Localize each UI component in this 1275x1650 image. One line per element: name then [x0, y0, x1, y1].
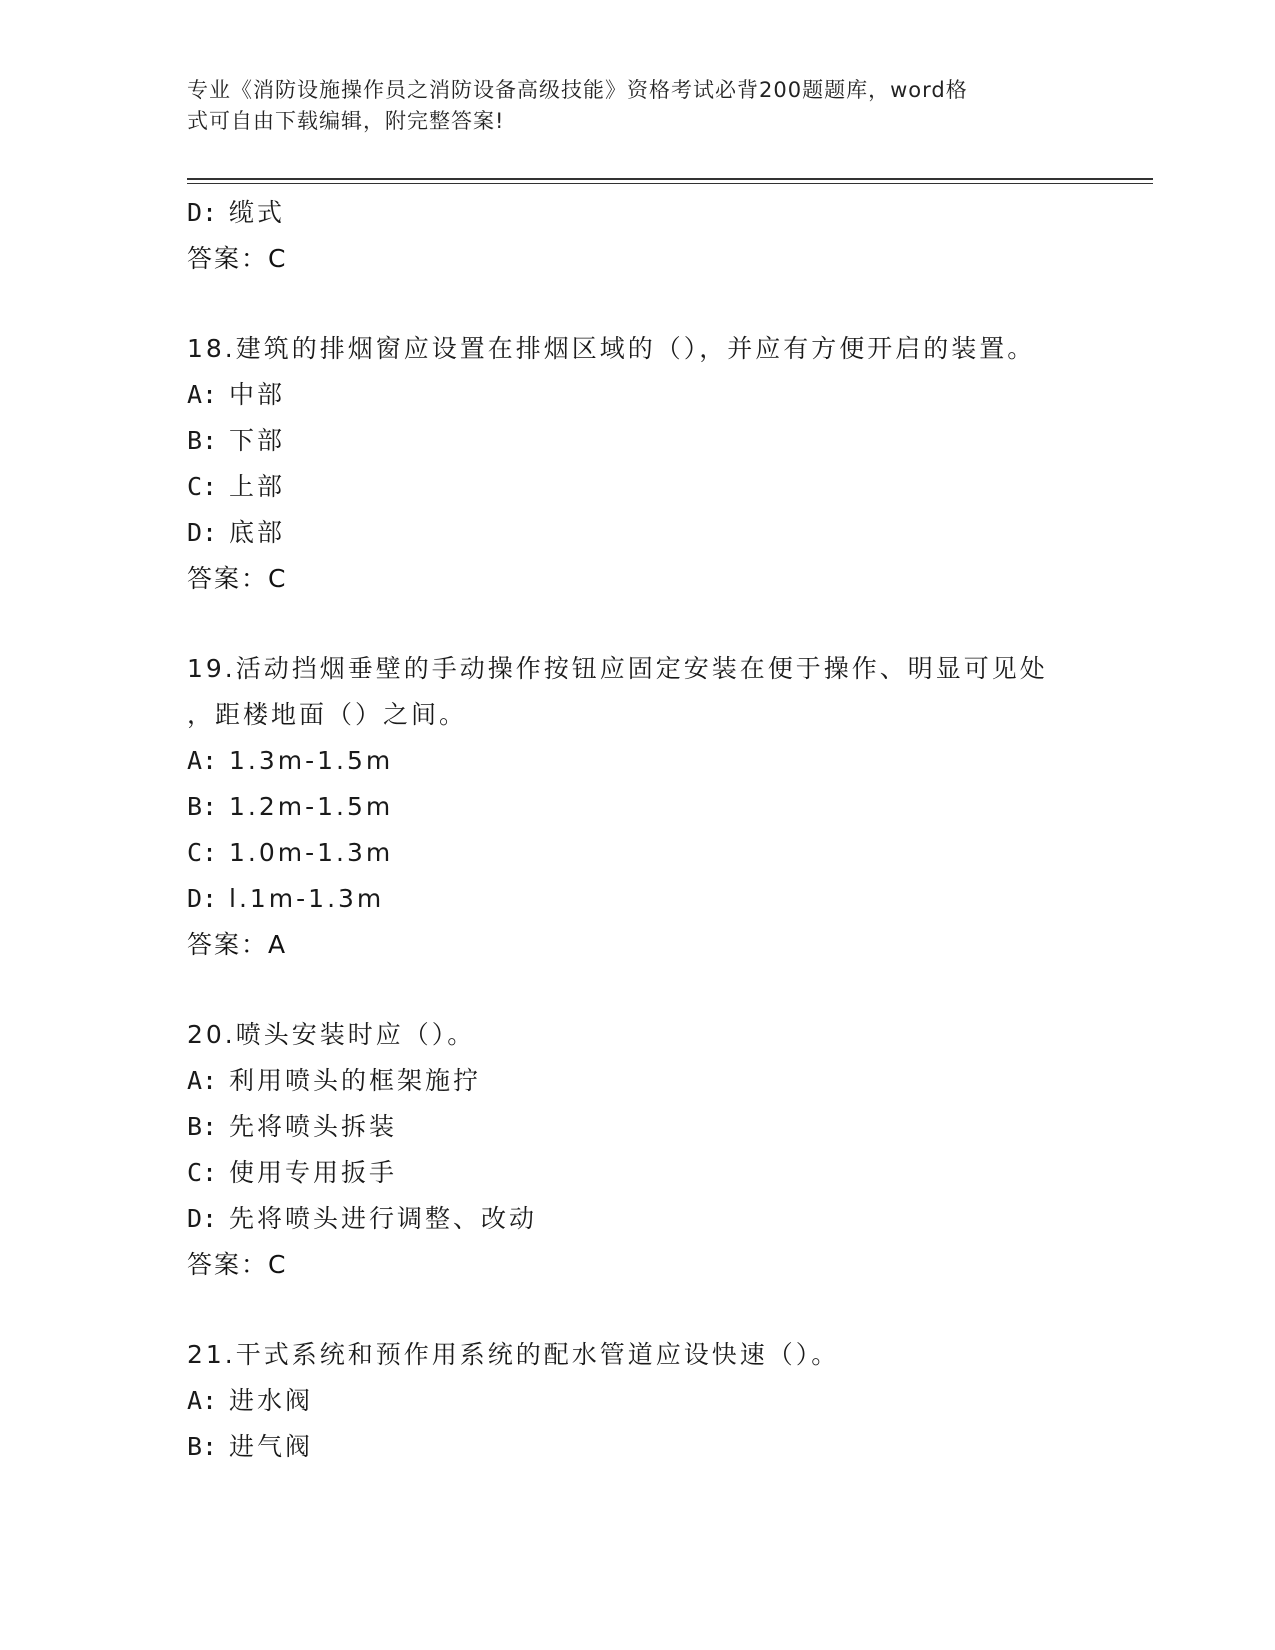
option-key: B:	[187, 426, 218, 455]
option-row	[187, 876, 1087, 922]
header-line-2: 式可自由下载编辑，附完整答案!	[187, 109, 505, 133]
option-row	[187, 1058, 1087, 1104]
option-row	[187, 1424, 1087, 1470]
option-text: 1.3m-1.5m	[229, 746, 394, 775]
option-row	[187, 190, 1087, 236]
option-row	[187, 1104, 1087, 1150]
question-20	[187, 1012, 1087, 1288]
answer-line: 答案：C	[187, 244, 288, 273]
answer-line: 答案：A	[187, 930, 288, 959]
option-row	[187, 830, 1087, 876]
question-18	[187, 326, 1087, 602]
option-text: 使用专用扳手	[229, 1158, 398, 1187]
option-text: 下部	[229, 426, 286, 455]
answer-line: 答案：C	[187, 1250, 288, 1279]
option-key: D:	[187, 884, 218, 913]
option-key: D:	[187, 198, 218, 227]
question-21	[187, 1332, 1087, 1470]
option-text: 先将喷头拆装	[229, 1112, 398, 1141]
option-key: A:	[187, 1386, 218, 1415]
option-text: 1.0m-1.3m	[229, 838, 394, 867]
previous-question-tail	[187, 190, 1087, 282]
option-text: 利用喷头的框架施拧	[229, 1066, 482, 1095]
option-text: 缆式	[229, 198, 286, 227]
option-row	[187, 1150, 1087, 1196]
option-key: C:	[187, 838, 218, 867]
option-key: C:	[187, 1158, 218, 1187]
option-key: A:	[187, 746, 218, 775]
option-key: A:	[187, 380, 218, 409]
question-list	[187, 190, 1087, 1470]
option-text: l.1m-1.3m	[229, 884, 385, 913]
option-row	[187, 1378, 1087, 1424]
answer-line: 答案：C	[187, 564, 288, 593]
option-text: 1.2m-1.5m	[229, 792, 394, 821]
question-stem: 21.干式系统和预作用系统的配水管道应设快速（）。	[187, 1340, 840, 1369]
option-key: C:	[187, 472, 218, 501]
question-stem-continuation: ，距楼地面（）之间。	[187, 700, 468, 729]
option-row	[187, 510, 1087, 556]
option-row	[187, 1196, 1087, 1242]
header-divider-thick	[187, 178, 1153, 180]
header-line-1: 专业《消防设施操作员之消防设备高级技能》资格考试必背200题题库，word格	[187, 78, 968, 102]
option-key: B:	[187, 792, 218, 821]
option-row	[187, 738, 1087, 784]
option-text: 底部	[229, 518, 286, 547]
option-key: B:	[187, 1432, 218, 1461]
question-stem: 18.建筑的排烟窗应设置在排烟区域的（），并应有方便开启的装置。	[187, 334, 1036, 363]
question-stem: 19.活动挡烟垂壁的手动操作按钮应固定安装在便于操作、明显可见处	[187, 654, 1048, 683]
option-key: A:	[187, 1066, 218, 1095]
option-key: D:	[187, 1204, 218, 1233]
option-text: 先将喷头进行调整、改动	[229, 1204, 538, 1233]
option-text: 进水阀	[229, 1386, 314, 1415]
question-19	[187, 646, 1087, 968]
option-row	[187, 464, 1087, 510]
option-text: 上部	[229, 472, 286, 501]
option-key: B:	[187, 1112, 218, 1141]
option-row	[187, 418, 1087, 464]
document-header	[187, 75, 1067, 137]
option-text: 进气阀	[229, 1432, 314, 1461]
option-key: D:	[187, 518, 218, 547]
header-divider-thin	[187, 183, 1153, 184]
question-stem: 20.喷头安装时应（）。	[187, 1020, 476, 1049]
option-row	[187, 372, 1087, 418]
option-row	[187, 784, 1087, 830]
option-text: 中部	[229, 380, 286, 409]
